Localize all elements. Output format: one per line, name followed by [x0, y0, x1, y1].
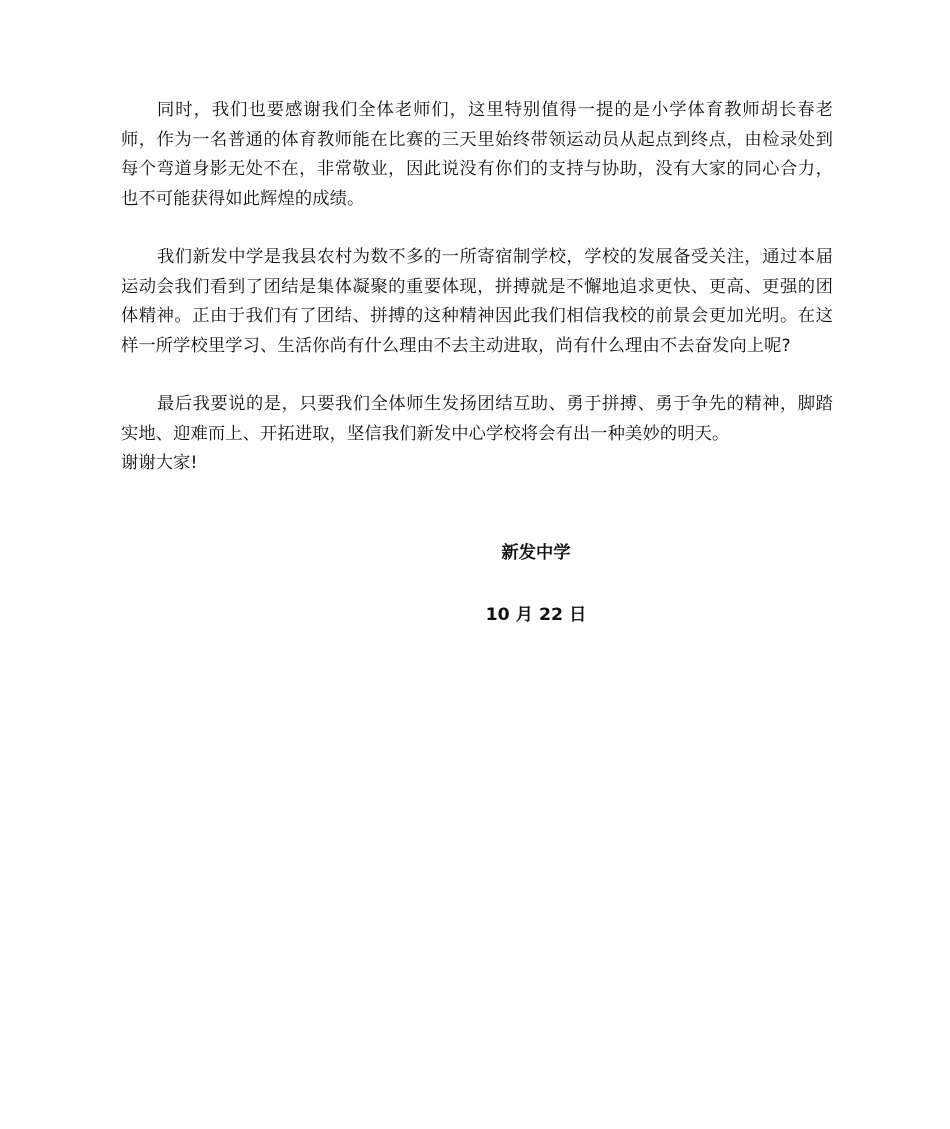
signature-date: 10 月 22 日 [485, 605, 587, 625]
closing-thanks: 谢谢大家! [121, 453, 198, 473]
paragraph-closing-remarks: 最后我要说的是，只要我们全体师生发扬团结互助、勇于拼搏、勇于争先的精神，脚踏实地、迎难而上、开拓进取，坚信我们新发中心学校将会有出一种美妙的明天。 [121, 394, 833, 444]
document-body [121, 96, 833, 479]
paragraph-school-spirit: 我们新发中学是我县农村为数不多的一所寄宿制学校，学校的发展备受关注，通过本届运动会我们看到了团结是集体凝聚的重要体现，拼搏就是不懈地追求更快、更高、更强的团体精神。正由于我们有了团结、拼搏的这种精神因此我们相信我校的前景会更加光明。在这样一所学校里学习、生活你尚有什么理由不去主动进取，尚有什么理由不去奋发向上呢? [121, 247, 833, 356]
paragraph-thanks-teachers: 同时，我们也要感谢我们全体老师们，这里特别值得一提的是小学体育教师胡长春老师，作为一名普通的体育教师能在比赛的三天里始终带领运动员从起点到终点，由检录处到每个弯道身影无处不在，非常敬业，因此说没有你们的支持与协助，没有大家的同心合力，也不可能获得如此辉煌的成绩。 [121, 100, 833, 209]
signature-organization: 新发中学 [501, 543, 571, 563]
